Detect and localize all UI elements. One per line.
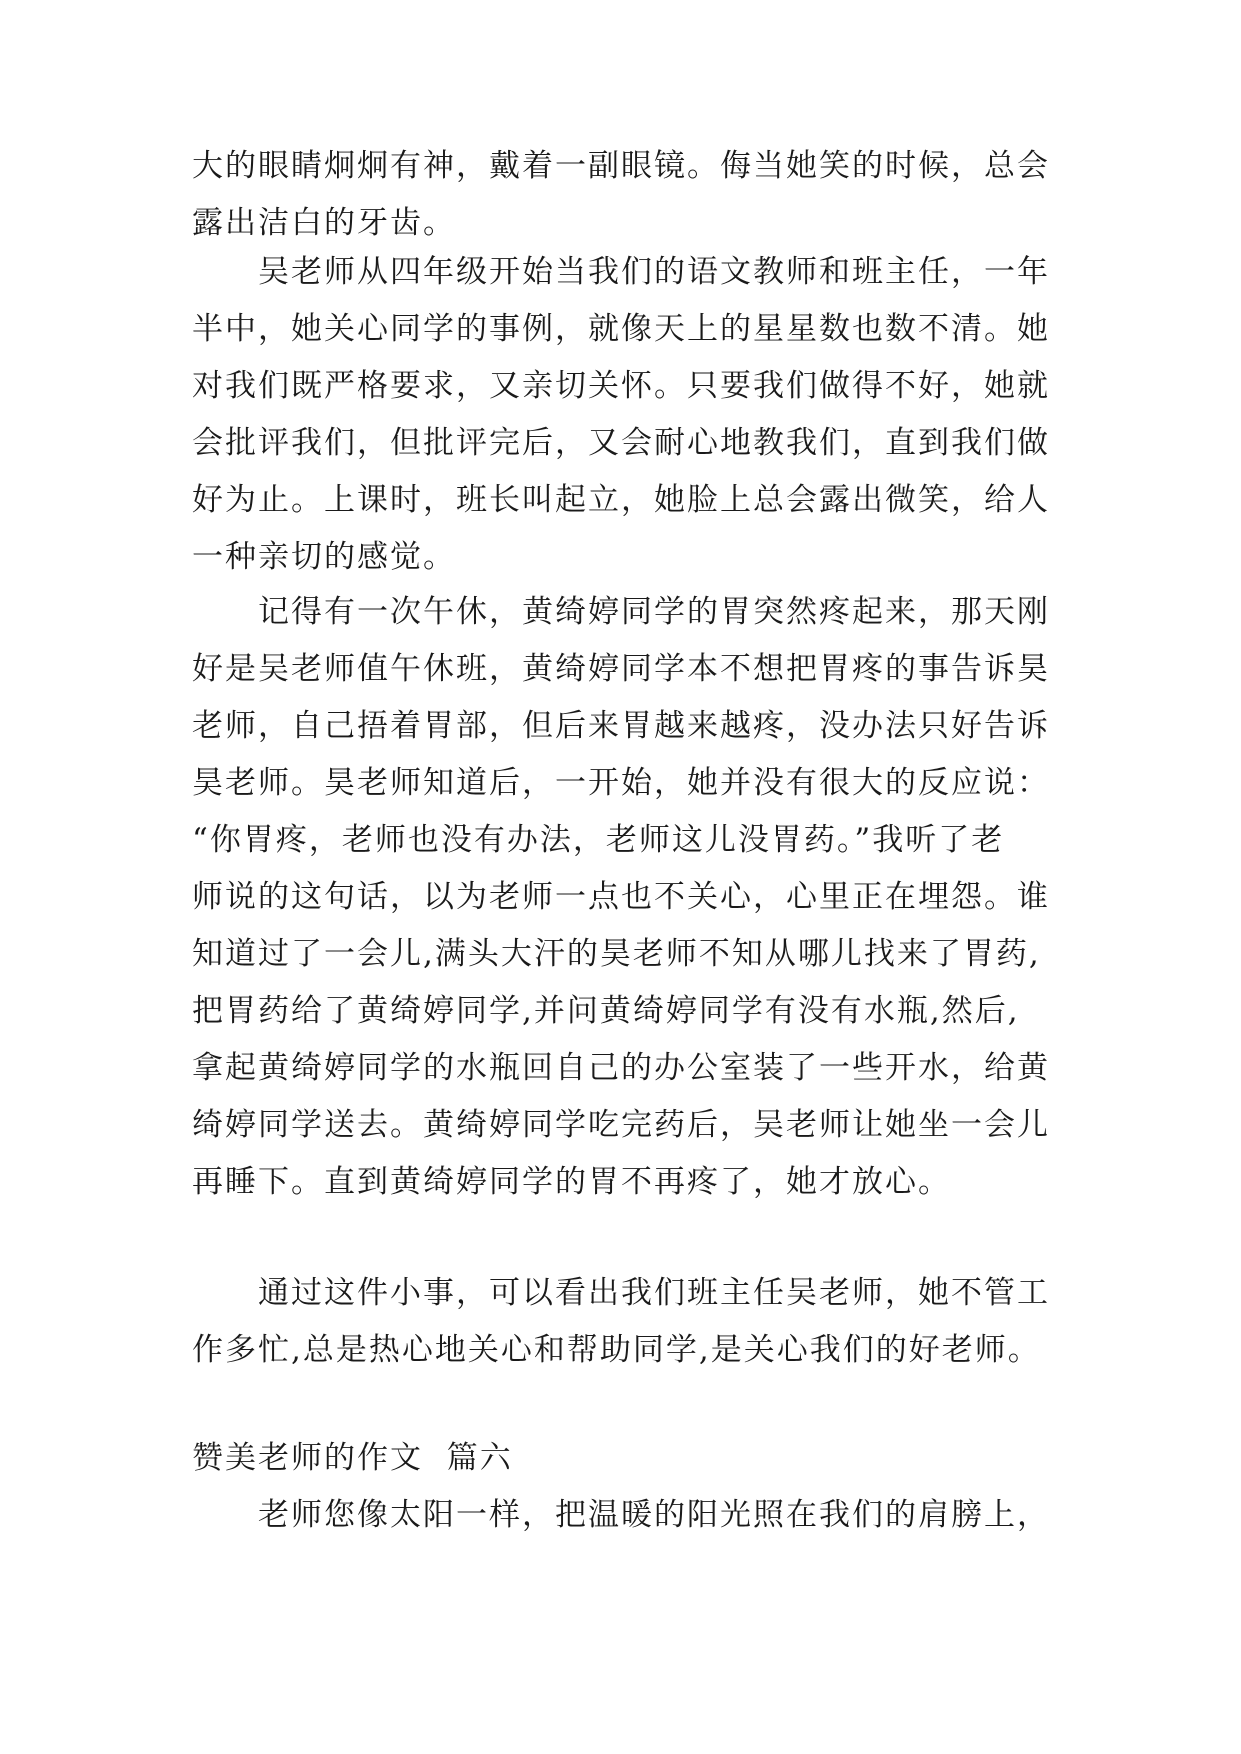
paragraph-line: 好为止。上课时，班长叫起立，她脸上总会露出微笑，给人 [192,482,1050,518]
paragraph-line: 半中，她关心同学的事例，就像天上的星星数也数不清。她 [192,311,1050,347]
paragraph-line: 露出洁白的牙齿。 [192,205,456,241]
paragraph-line: 老师您像太阳一样，把温暖的阳光照在我们的肩膀上， [258,1497,1050,1533]
paragraph-2 [192,244,1052,586]
paragraph-line: 会批评我们，但批评完后，又会耐心地教我们，直到我们做 [192,425,1050,461]
paragraph-line: 再睡下。直到黄绮婷同学的胃不再疼了，她才放心。 [192,1164,951,1200]
paragraph-line: 作多忙,总是热心地关心和帮助同学,是关心我们的好老师。 [192,1332,1041,1368]
paragraph-line: 师说的这句话，以为老师一点也不关心，心里正在埋怨。谁 [192,879,1050,915]
paragraph-line: 知道过了一会儿,满头大汗的昊老师不知从哪儿找来了胃药, [192,936,1041,972]
paragraph-line: 把胃药给了黄绮婷同学,并问黄绮婷同学有没有水瓶,然后, [192,993,1020,1029]
section-heading [192,1430,1052,1487]
paragraph-line: 通过这件小事，可以看出我们班主任吴老师，她不管工 [258,1275,1050,1311]
paragraph-line: 记得有一次午休，黄绮婷同学的胃突然疼起来，那天刚 [258,594,1050,630]
paragraph-line: 昊老师。昊老师知道后，一开始，她并没有很大的反应说： [192,765,1050,801]
paragraph-line: “你胃疼，老师也没有办法，老师这儿没胃药。”我听了老 [192,822,1005,858]
paragraph-3 [192,584,1052,1211]
paragraph-line: 吴老师从四年级开始当我们的语文教师和班主任，一年 [258,254,1050,290]
paragraph-5 [192,1487,1052,1544]
paragraph-line: 大的眼睛炯炯有神，戴着一副眼镜。侮当她笑的时候，总会 [192,148,1050,184]
paragraph-line: 一种亲切的感觉。 [192,539,456,575]
paragraph-line: 对我们既严格要求，又亲切关怀。只要我们做得不好，她就 [192,368,1050,404]
heading-text: 赞美老师的作文 篇六 [192,1440,513,1476]
paragraph-4 [192,1265,1052,1379]
paragraph-1 [192,138,1052,252]
paragraph-line: 拿起黄绮婷同学的水瓶回自己的办公室装了一些开水，给黄 [192,1050,1050,1086]
paragraph-line: 绮婷同学送去。黄绮婷同学吃完药后，吴老师让她坐一会儿 [192,1107,1050,1143]
paragraph-line: 好是吴老师值午休班，黄绮婷同学本不想把胃疼的事告诉昊 [192,651,1050,687]
paragraph-line: 老师，自己捂着胃部，但后来胃越来越疼，没办法只好告诉 [192,708,1050,744]
